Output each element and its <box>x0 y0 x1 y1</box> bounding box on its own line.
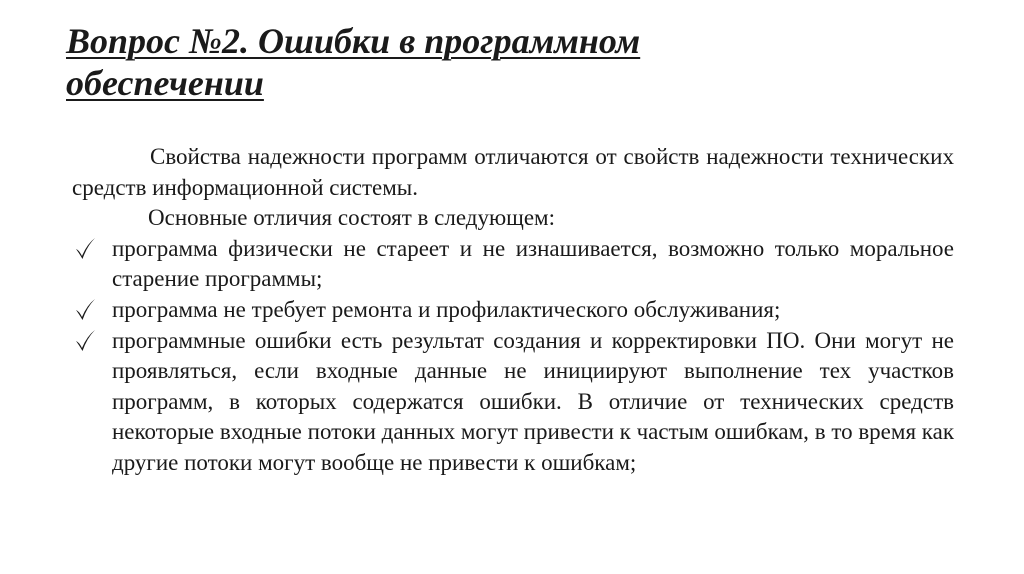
paragraph-reliability-intro: Свойства надежности программ отличаются от свойств надежности технических средств информационной системы. <box>72 144 954 200</box>
checkmark-icon <box>74 234 100 264</box>
list-item <box>72 295 954 326</box>
slide-title-line-2: обеспечении <box>66 63 264 103</box>
differences-list <box>72 234 954 479</box>
checkmark-icon <box>74 295 100 325</box>
list-item-text: программа физически не стареет и не изнашивается, возможно только моральное старение программы; <box>112 235 954 292</box>
list-item <box>72 234 954 295</box>
slide-title-line-1: Вопрос №2. Ошибки в программном <box>66 21 641 61</box>
paragraph-differences-lead: Основные отличия состоят в следующем: <box>148 205 556 231</box>
checkmark-icon <box>74 326 100 356</box>
list-item-text: программные ошибки есть результат создания и корректировки ПО. Они могут не проявляться, если входные данные не инициируют выполнение тех участков программ, в которых содержатся ошибки. В отличие от технических средств некоторые входные потоки данных могут привести к частым ошибкам, в то время как другие потоки могут вообще не привести к ошибкам; <box>112 327 954 475</box>
slide-body <box>72 142 954 479</box>
slide-title <box>66 20 946 104</box>
list-item <box>72 326 954 479</box>
list-item-text: программа не требует ремонта и профилактического обслуживания; <box>112 296 781 322</box>
